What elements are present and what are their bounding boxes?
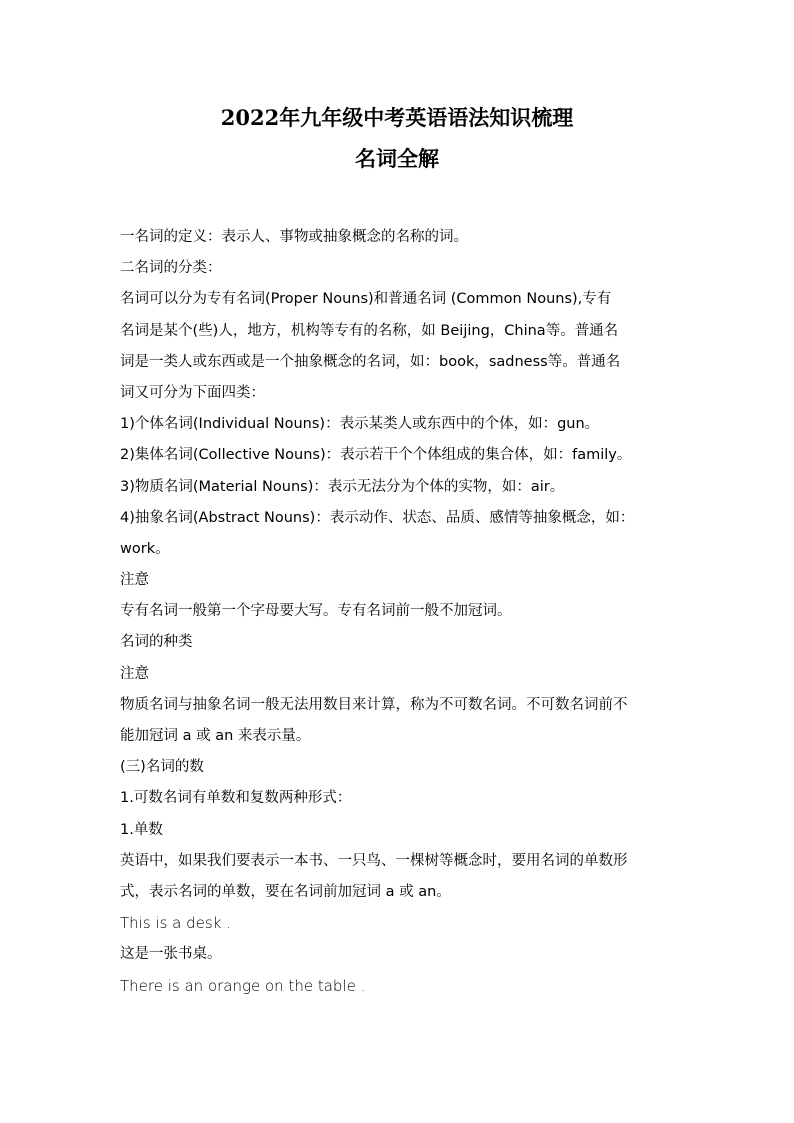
example-sentence: This is a desk . bbox=[120, 914, 231, 933]
note-heading: 注意 bbox=[120, 665, 149, 682]
list-item: 3)物质名词(Material Nouns)：表示无法分为个体的实物，如：air。 bbox=[120, 478, 565, 495]
paragraph-line: 词是一类人或东西或是一个抽象概念的名词，如：book，sadness等。普通名 bbox=[120, 353, 621, 370]
section-heading: 名词的种类 bbox=[120, 634, 193, 651]
paragraph-line: 英语中，如果我们要表示一本书、一只鸟、一棵树等概念时，要用名词的单数形 bbox=[120, 852, 628, 869]
note-text: 能加冠词 a 或 an 来表示量。 bbox=[120, 728, 311, 744]
paragraph-line: 词又可分为下面四类： bbox=[120, 384, 265, 401]
paragraph-line: 名词可以分为专有名词(Proper Nouns)和普通名词 (Common Nouns),专有 bbox=[120, 291, 612, 308]
example-sentence: There is an orange on the table . bbox=[120, 976, 366, 995]
note-text: 专有名词一般第一个字母要大写。专有名词前一般不加冠词。 bbox=[120, 603, 512, 620]
document-body bbox=[120, 222, 680, 1002]
document-title: 2022年九年级中考英语语法知识梳理 bbox=[220, 105, 574, 130]
list-item: 2)集体名词(Collective Nouns)：表示若干个个体组成的集合体，如：family。 bbox=[120, 447, 632, 464]
subsection-heading: 1.单数 bbox=[120, 821, 163, 838]
paragraph-line: 名词是某个(些)人，地方，机构等专有的名称，如 Beijing，China等。普通名 bbox=[120, 322, 619, 339]
example-translation: 这是一张书桌。 bbox=[120, 946, 222, 963]
section-heading: (三)名词的数 bbox=[120, 759, 204, 776]
list-item-continuation: work。 bbox=[120, 540, 170, 557]
document-subtitle: 名词全解 bbox=[355, 146, 439, 171]
paragraph-line: 1.可数名词有单数和复数两种形式： bbox=[120, 790, 352, 807]
classification-heading: 二名词的分类： bbox=[120, 260, 222, 277]
definition-line: 一名词的定义：表示人、事物或抽象概念的名称的词。 bbox=[120, 229, 468, 245]
note-text: 物质名词与抽象名词一般无法用数目来计算，称为不可数名词。不可数名词前不 bbox=[120, 696, 628, 713]
note-heading: 注意 bbox=[120, 572, 149, 589]
paragraph-line: 式，表示名词的单数，要在名词前加冠词 a 或 an。 bbox=[120, 883, 451, 900]
list-item: 1)个体名词(Individual Nouns)：表示某类人或东西中的个体，如：gun。 bbox=[120, 416, 600, 433]
list-item: 4)抽象名词(Abstract Nouns)：表示动作、状态、品质、感情等抽象概念，如： bbox=[120, 509, 635, 526]
